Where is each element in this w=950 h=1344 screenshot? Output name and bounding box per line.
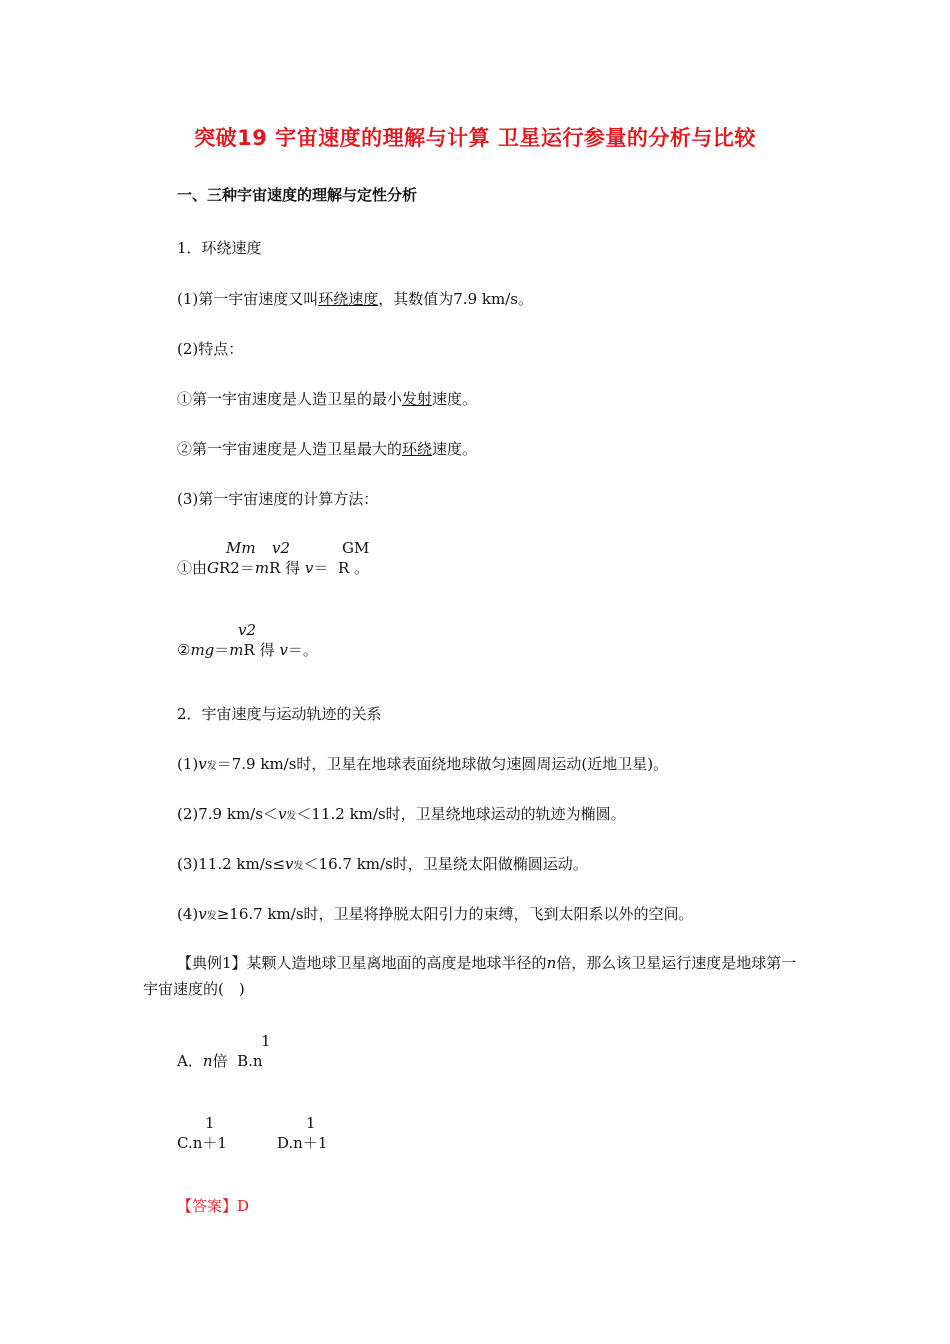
formula-symbol: v xyxy=(304,559,314,577)
paragraph-calculation: (3)第一宇宙速度的计算方法： xyxy=(177,490,379,508)
formula-subscript: 发 xyxy=(206,761,217,772)
paragraph-text: ，其数值为7.9 km/s。 xyxy=(378,290,533,308)
formula-text: R 得 xyxy=(269,559,301,577)
relation-item-1 xyxy=(177,753,668,774)
formula-subscript: 发 xyxy=(206,911,217,922)
page-title: 突破19 宇宙速度的理解与计算 卫星运行参量的分析与比较 xyxy=(194,126,756,150)
formula-text: R 。 xyxy=(337,559,370,577)
relation-text: ＜16.7 km/s时，卫星绕太阳做椭圆运动。 xyxy=(303,855,588,873)
feature-text: ②第一宇宙速度是人造卫星最大的 xyxy=(177,440,403,458)
formula-numerator-v2: v2 xyxy=(272,539,291,557)
formula-numerator-v2: v2 xyxy=(238,621,257,639)
feature-item-1 xyxy=(177,388,477,409)
formula-symbol: n xyxy=(202,1052,213,1070)
feature-item-2 xyxy=(177,438,477,459)
relation-text: ＜11.2 km/s时，卫星绕地球运动的轨迹为椭圆。 xyxy=(296,805,626,823)
formula-text: ② xyxy=(177,641,191,659)
relation-text: (4) xyxy=(177,905,199,923)
option-b-numerator: 1 xyxy=(261,1032,271,1050)
option-c-numerator: 1 xyxy=(205,1114,215,1132)
paragraph-first-cosmic-velocity xyxy=(177,288,533,309)
option-a xyxy=(177,1052,228,1070)
option-d-numerator: 1 xyxy=(306,1114,316,1132)
example-text: 某颗人造地球卫星离地面的高度是地球半径的 xyxy=(246,954,547,972)
section-heading: 一、三种宇宙速度的理解与定性分析 xyxy=(177,186,418,204)
option-c: C.n＋1 xyxy=(177,1134,227,1152)
formula-text: R 得 xyxy=(243,641,275,659)
example-question xyxy=(143,950,803,1002)
formula-numerator-gm: GM xyxy=(342,539,370,557)
formula-symbol: G xyxy=(207,559,219,577)
feature-text: ①第一宇宙速度是人造卫星的最小 xyxy=(177,390,403,408)
formula-2 xyxy=(177,639,318,660)
option-d: D.n＋1 xyxy=(276,1134,328,1152)
answer-label: 【答案】 xyxy=(177,1197,238,1215)
formula-text: R2＝ xyxy=(219,559,255,577)
relation-text: ≥16.7 km/s时，卫星将挣脱太阳引力的束缚，飞到太阳系以外的空间。 xyxy=(216,905,694,923)
underlined-term: 环绕速度 xyxy=(318,290,379,308)
underlined-term: 发射 xyxy=(402,390,433,408)
option-text: 倍 xyxy=(212,1052,228,1070)
formula-symbol: m xyxy=(254,559,270,577)
example-label: 【典例1】 xyxy=(177,954,247,972)
formula-text: ①由 xyxy=(177,559,208,577)
formula-text: ＝ xyxy=(313,559,329,577)
formula-symbol: mg xyxy=(190,641,215,659)
option-text: A． xyxy=(177,1052,203,1070)
formula-numerator-mm: Mm xyxy=(226,539,256,557)
answer xyxy=(177,1195,249,1216)
subsection-circular-velocity: 1．环绕速度 xyxy=(177,239,262,257)
relation-text: (1) xyxy=(177,755,199,773)
formula-text: ＝。 xyxy=(287,641,318,659)
formula-subscript: 发 xyxy=(286,811,297,822)
relation-item-2 xyxy=(177,803,626,824)
relation-item-4 xyxy=(177,903,694,924)
options-row-ab xyxy=(177,1050,263,1071)
relation-text: (2)7.9 km/s＜ xyxy=(177,805,278,823)
underlined-term: 环绕 xyxy=(402,440,433,458)
feature-text: 速度。 xyxy=(432,390,478,408)
formula-subscript: 发 xyxy=(293,861,304,872)
option-b: B.n xyxy=(237,1052,263,1070)
formula-text: ＝ xyxy=(214,641,230,659)
feature-text: 速度。 xyxy=(432,440,478,458)
formula-symbol: v xyxy=(198,905,207,923)
paragraph-features: (2)特点： xyxy=(177,340,244,358)
answer-value: D xyxy=(237,1197,250,1215)
relation-item-3 xyxy=(177,853,588,874)
example-text: 倍，那么该卫星运行速度是地球第一宇宙速度的( ) xyxy=(143,954,797,998)
formula-symbol: v xyxy=(198,755,207,773)
paragraph-text: (1)第一宇宙速度又叫 xyxy=(177,290,319,308)
formula-symbol: v xyxy=(279,641,288,659)
subsection-velocity-trajectory: 2．宇宙速度与运动轨迹的关系 xyxy=(177,705,382,723)
formula-symbol: n xyxy=(546,954,557,972)
options-row-cd xyxy=(177,1132,327,1153)
formula-symbol: v xyxy=(277,805,287,823)
formula-1 xyxy=(177,557,369,578)
relation-text: (3)11.2 km/s≤ xyxy=(177,855,286,873)
relation-text: ＝7.9 km/s时，卫星在地球表面绕地球做匀速圆周运动(近地卫星)。 xyxy=(216,755,669,773)
formula-symbol: m xyxy=(229,641,244,659)
formula-symbol: v xyxy=(285,855,294,873)
